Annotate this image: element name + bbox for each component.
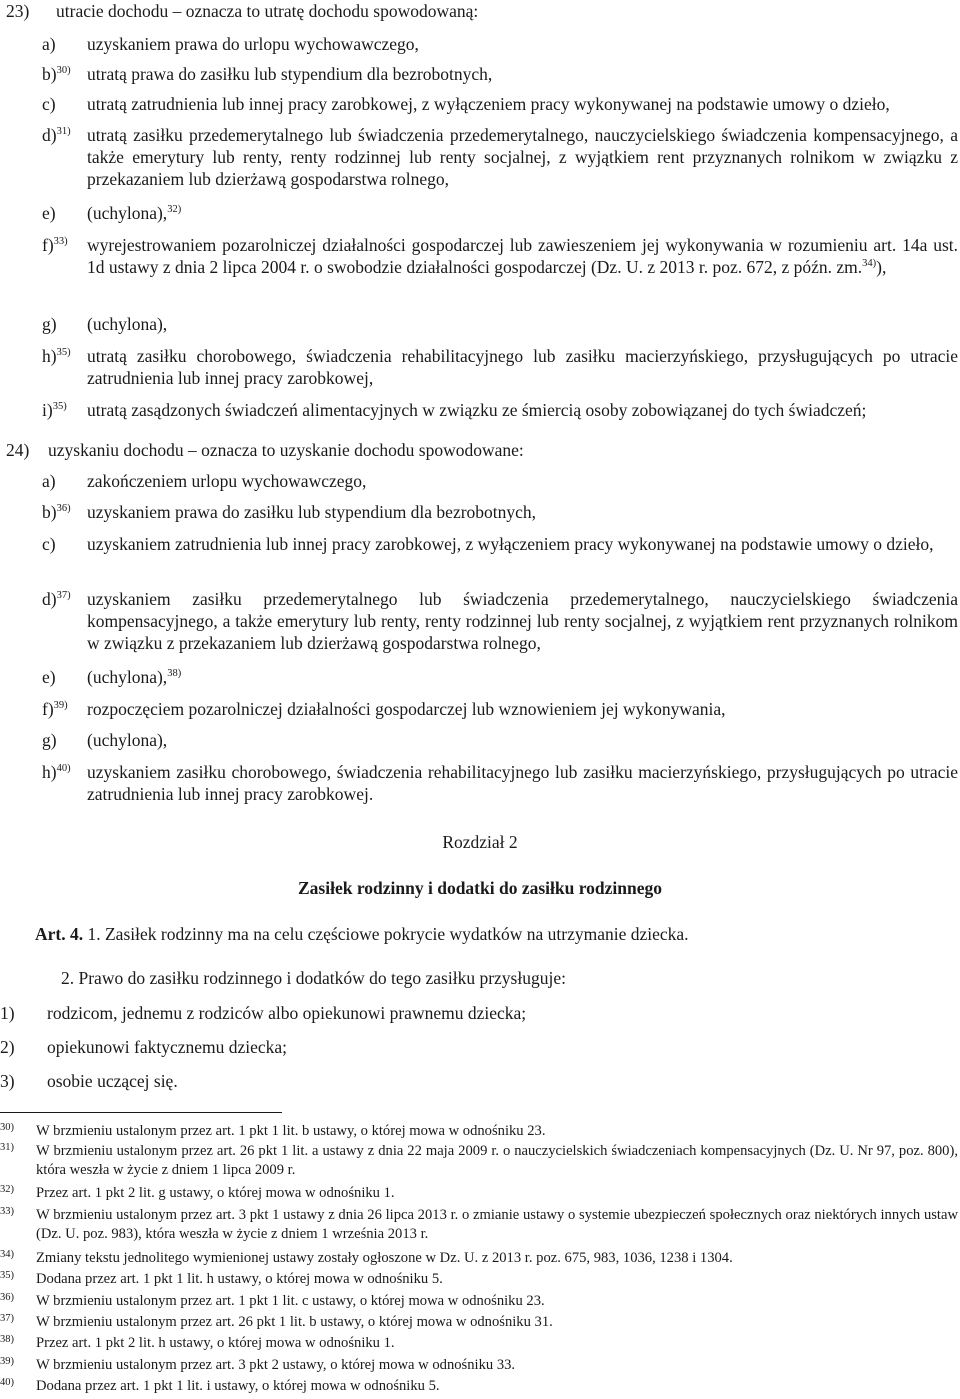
list-number: 1) bbox=[0, 1003, 15, 1023]
letter-text: utratą zasądzonych świadczeń alimentacyjnych w związku ze śmiercią osoby zobowiązanej do tych świadczeń; bbox=[87, 400, 867, 420]
footnote-text: W brzmieniu ustalonym przez art. 1 pkt 1 lit. b ustawy, o której mowa w odnośniku 23. bbox=[36, 1123, 546, 1139]
letter-item bbox=[42, 666, 958, 688]
footnote-ref: 38) bbox=[167, 668, 182, 679]
letter-label: d) bbox=[42, 589, 57, 609]
letter-item bbox=[42, 63, 958, 85]
footnote-number: 40) bbox=[0, 1377, 14, 1388]
letter-text: (uchylona), bbox=[87, 314, 168, 334]
list-item bbox=[0, 1002, 958, 1024]
footnote bbox=[0, 1292, 958, 1311]
letter-label: b) bbox=[42, 502, 57, 522]
footnote-ref: 37) bbox=[56, 590, 71, 601]
footnote-ref: 39) bbox=[53, 700, 68, 711]
footnote-text: W brzmieniu ustalonym przez art. 3 pkt 1 ustawy z dnia 26 lipca 2013 r. o zmianie ustawy o systemie ubezpieczeń społecznych oraz niektórych innych ustaw (Dz. U. poz. 983), która weszła w życie z dniem 1 września 2013 r. bbox=[36, 1207, 958, 1242]
letter-text: rozpoczęciem pozarolniczej działalności gospodarczej lub wznowieniem jej wykonywania, bbox=[87, 699, 726, 719]
footnote-ref: 35) bbox=[56, 347, 71, 358]
footnote-number: 34) bbox=[0, 1249, 14, 1260]
article-paragraph-1 bbox=[35, 923, 955, 945]
letter-text: uzyskaniem zasiłku przedemerytalnego lub świadczenia przedemerytalnego, nauczycielskiego świadczenia kompensacyjnego, a także emerytury lub renty, renty rodzinnej lub renty socjalnej, z wyjątkiem rent przyznanych rolnikom w związku z przekazaniem lub dzierżawą gospodarstwa rolnego, bbox=[87, 589, 958, 653]
footnote-ref: 31) bbox=[56, 126, 71, 137]
footnote-number: 38) bbox=[0, 1334, 14, 1345]
letter-text: wyrejestrowaniem pozarolniczej działalności gospodarczej lub zawieszeniem jej wykonywania w rozumieniu art. 14a ust. 1d ustawy z dnia 2 lipca 2004 r. o swobodzie działalności gospodarczej (Dz. U. z 2013 r. poz. 672, z późn. zm. bbox=[87, 235, 958, 277]
article-text: 1. Zasiłek rodzinny ma na celu częściowe pokrycie wydatków na utrzymanie dziecka. bbox=[87, 924, 689, 944]
letter-text: (uchylona), bbox=[87, 730, 168, 750]
footnote bbox=[0, 1313, 958, 1332]
letter-item bbox=[42, 124, 958, 190]
footnote-number: 31) bbox=[0, 1142, 14, 1153]
footnote bbox=[0, 1249, 958, 1268]
letter-text: uzyskaniem prawa do zasiłku lub stypendium dla bezrobotnych, bbox=[87, 502, 537, 522]
letter-text: (uchylona), bbox=[87, 203, 168, 223]
letter-text: utratą zasiłku przedemerytalnego lub świadczenia przedemerytalnego, nauczycielskiego świadczenia kompensacyjnego, a także emerytury lub renty, renty rodzinnej lub renty socjalnej, z wyjątkiem rent przyznanych rolnikom w związku z przekazaniem lub dzierżawą gospodarstwa rolnego, bbox=[87, 125, 958, 189]
letter-label: h) bbox=[42, 762, 57, 782]
footnote bbox=[0, 1142, 958, 1180]
letter-text: uzyskaniem prawa do urlopu wychowawczego, bbox=[87, 34, 419, 54]
letter-item bbox=[42, 313, 958, 335]
footnote-number: 30) bbox=[0, 1122, 14, 1133]
letter-label: i) bbox=[42, 400, 53, 420]
letter-label: a) bbox=[42, 471, 56, 491]
letter-text: uzyskaniem zatrudnienia lub innej pracy zarobkowej, z wyłączeniem pracy wykonywanej na podstawie umowy o dzieło, bbox=[87, 534, 934, 554]
letter-label: g) bbox=[42, 314, 57, 334]
letter-label: c) bbox=[42, 534, 56, 554]
letter-item bbox=[42, 33, 958, 55]
article-paragraph-2: 2. Prawo do zasiłku rodzinnego i dodatków do tego zasiłku przysługuje: bbox=[61, 968, 566, 988]
letter-item bbox=[42, 761, 958, 805]
letter-item bbox=[42, 501, 958, 523]
letter-label: f) bbox=[42, 235, 54, 255]
footnote-ref: 30) bbox=[56, 65, 71, 76]
letter-text: uzyskaniem zasiłku chorobowego, świadczenia rehabilitacyjnego lub zasiłku macierzyńskiego, przysługujących po utracie zatrudnienia lub innej pracy zarobkowej. bbox=[87, 762, 958, 804]
footnote-text: W brzmieniu ustalonym przez art. 1 pkt 1 lit. c ustawy, o której mowa w odnośniku 23. bbox=[36, 1293, 545, 1309]
letter-item bbox=[42, 470, 958, 492]
footnote-text: W brzmieniu ustalonym przez art. 3 pkt 2 ustawy, o której mowa w odnośniku 33. bbox=[36, 1357, 516, 1373]
point-lead: utracie dochodu – oznacza to utratę dochodu spowodowaną: bbox=[56, 1, 479, 21]
footnote-ref: 40) bbox=[56, 763, 71, 774]
footnote-ref: 32) bbox=[167, 204, 182, 215]
list-item bbox=[0, 1070, 958, 1092]
footnote-separator bbox=[0, 1112, 282, 1113]
footnote-number: 33) bbox=[0, 1206, 14, 1217]
footnote bbox=[0, 1184, 958, 1203]
letter-label: c) bbox=[42, 94, 56, 114]
footnote-number: 39) bbox=[0, 1356, 14, 1367]
letter-label: d) bbox=[42, 125, 57, 145]
list-number: 2) bbox=[0, 1037, 15, 1057]
footnote-number: 35) bbox=[0, 1270, 14, 1281]
point-23 bbox=[6, 0, 956, 22]
article-label: Art. 4. bbox=[35, 924, 84, 944]
footnote bbox=[0, 1377, 958, 1396]
footnote-ref: 34) bbox=[862, 258, 877, 269]
letter-label: f) bbox=[42, 699, 54, 719]
footnote-ref: 36) bbox=[56, 503, 71, 514]
footnote bbox=[0, 1356, 958, 1375]
letter-item bbox=[42, 234, 958, 278]
letter-item bbox=[42, 345, 958, 389]
point-lead: uzyskaniu dochodu – oznacza to uzyskanie dochodu spowodowane: bbox=[48, 440, 524, 460]
letter-item bbox=[42, 202, 958, 224]
letter-text: utratą zasiłku chorobowego, świadczenia rehabilitacyjnego lub zasiłku macierzyńskiego, przysługujących po utracie zatrudnienia lub innej pracy zarobkowej, bbox=[87, 346, 958, 388]
list-item bbox=[0, 1036, 958, 1058]
letter-item bbox=[42, 729, 958, 751]
chapter-number: Rozdział 2 bbox=[442, 832, 518, 852]
letter-label: a) bbox=[42, 34, 56, 54]
footnote-ref: 35) bbox=[52, 401, 67, 412]
point-24 bbox=[6, 439, 956, 461]
footnote-text: W brzmieniu ustalonym przez art. 26 pkt 1 lit. b ustawy, o której mowa w odnośniku 31. bbox=[36, 1314, 553, 1330]
list-number: 3) bbox=[0, 1071, 15, 1091]
letter-label: e) bbox=[42, 667, 56, 687]
letter-text: (uchylona), bbox=[87, 667, 168, 687]
footnote bbox=[0, 1206, 958, 1244]
footnote-text: Przez art. 1 pkt 2 lit. h ustawy, o której mowa w odnośniku 1. bbox=[36, 1335, 395, 1351]
point-number: 23) bbox=[6, 1, 30, 21]
chapter-title: Zasiłek rodzinny i dodatki do zasiłku rodzinnego bbox=[297, 878, 663, 898]
letter-item bbox=[42, 399, 958, 421]
footnote-number: 36) bbox=[0, 1292, 14, 1303]
footnote bbox=[0, 1334, 958, 1353]
letter-item bbox=[42, 698, 958, 720]
footnote-text: Przez art. 1 pkt 2 lit. g ustawy, o której mowa w odnośniku 1. bbox=[36, 1185, 395, 1201]
letter-text: utratą zatrudnienia lub innej pracy zarobkowej, z wyłączeniem pracy wykonywanej na podstawie umowy o dzieło, bbox=[87, 94, 890, 114]
letter-text: utratą prawa do zasiłku lub stypendium dla bezrobotnych, bbox=[87, 64, 493, 84]
list-text: opiekunowi faktycznemu dziecka; bbox=[47, 1037, 288, 1057]
footnote-text: W brzmieniu ustalonym przez art. 26 pkt 1 lit. a ustawy z dnia 22 maja 2009 r. o nauczycielskich świadczeniach kompensacyjnych (Dz. U. Nr 97, poz. 800), która weszła w życie z dniem 1 lipca 2009 r. bbox=[36, 1143, 958, 1178]
footnote-number: 32) bbox=[0, 1184, 14, 1195]
footnote-text: Dodana przez art. 1 pkt 1 lit. h ustawy, o której mowa w odnośniku 5. bbox=[36, 1271, 443, 1287]
letter-text: zakończeniem urlopu wychowawczego, bbox=[87, 471, 367, 491]
letter-item bbox=[42, 93, 958, 115]
footnote bbox=[0, 1270, 958, 1289]
letter-item bbox=[42, 588, 958, 654]
footnote-text: Dodana przez art. 1 pkt 1 lit. i ustawy, o której mowa w odnośniku 5. bbox=[36, 1378, 440, 1394]
list-text: osobie uczącej się. bbox=[47, 1071, 178, 1091]
footnote-ref: 33) bbox=[53, 236, 68, 247]
footnote-number: 37) bbox=[0, 1313, 14, 1324]
letter-label: g) bbox=[42, 730, 57, 750]
footnote-text: Zmiany tekstu jednolitego wymienionej ustawy zostały ogłoszone w Dz. U. z 2013 r. poz. 675, 983, 1036, 1238 i 1304. bbox=[36, 1250, 733, 1266]
list-text: rodzicom, jednemu z rodziców albo opiekunowi prawnemu dziecka; bbox=[47, 1003, 527, 1023]
letter-text-end: ), bbox=[876, 257, 887, 277]
footnote bbox=[0, 1122, 958, 1141]
letter-label: b) bbox=[42, 64, 57, 84]
point-number: 24) bbox=[6, 440, 30, 460]
letter-label: e) bbox=[42, 203, 56, 223]
letter-label: h) bbox=[42, 346, 57, 366]
letter-item bbox=[42, 533, 958, 555]
